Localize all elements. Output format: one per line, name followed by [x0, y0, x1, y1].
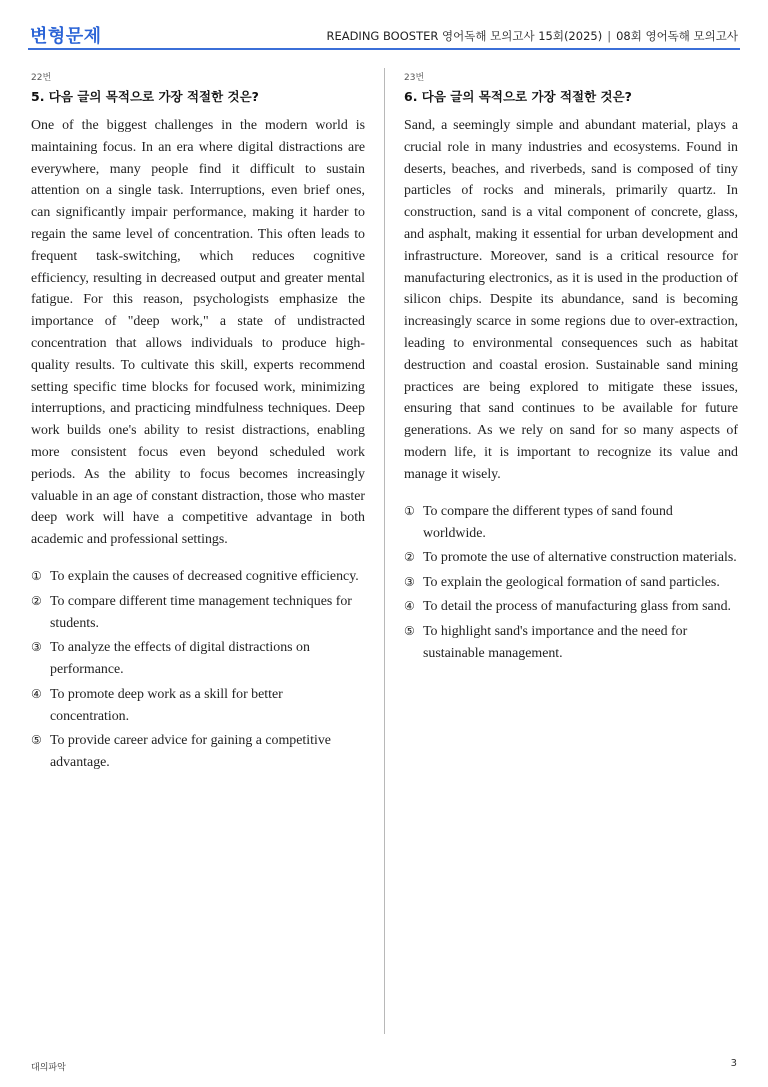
option-mark: ⑤ — [404, 623, 415, 638]
passage-text: One of the biggest challenges in the modern world is maintaining focus. In an era where digital distractions are everywhere, many people find it difficult to sustain attention on a single task. Interruptions, even brief ones, can significantly impair performance, making it harder to regain the same level of concentration. This often leads to frequent task-switching, which reduces cognitive efficiency, resulting in decreased output and greater mental fatigue. For this reason, psychologists emphasize the importance of "deep work," a state of undistracted concentration that allows individuals to produce high-quality results. To cultivate this skill, experts recommend setting specific time blocks for focused work, minimizing interruptions, and practicing mindfulness techniques. Deep work builds one's ability to resist distractions, enabling more consistent focus even beyond scheduled work periods. As the ability to focus becomes increasingly valuable in an age of constant distraction, those who master deep work will have a competitive advantage in both academic and professional settings. — [31, 118, 365, 548]
answer-option-2[interactable] — [404, 546, 738, 569]
passage-text: Sand, a seemingly simple and abundant material, plays a crucial role in many industries and ecosystems. Found in deserts, beaches, and riverbeds, sand is composed of tiny particles of rocks and minerals, primarily quartz. In construction, sand is a vital component of concrete, glass, and asphalt, making it essential for urban development and infrastructure. Moreover, sand is a critical resource for manufacturing electronics, as it is used in the production of silicon chips. Despite its abundance, sand is becoming increasingly scarce in some regions due to over-extraction, leading to environmental consequences such as habitat destruction and coastal erosion. Sustainable sand mining practices are being explored to mitigate these issues, ensuring that sand continues to be available for future generations. As we rely on sand for so many aspects of modern life, it is important to recognize its value and manage it wisely. — [404, 118, 738, 482]
option-text: To highlight sand's importance and the need for sustainable management. — [423, 623, 688, 661]
option-text: To promote the use of alternative construction materials. — [423, 550, 737, 566]
series-title: READING BOOSTER 영어독해 모의고사 15회(2025) — [326, 29, 603, 43]
answer-option-2[interactable] — [31, 590, 365, 635]
option-mark: ③ — [404, 574, 415, 589]
footer-category: 대의파악 — [31, 1063, 66, 1073]
answer-option-4[interactable] — [404, 595, 738, 618]
answer-option-5[interactable] — [404, 620, 738, 665]
option-mark: ① — [31, 568, 42, 583]
option-text: To provide career advice for gaining a competitive advantage. — [50, 733, 331, 771]
option-text: To analyze the effects of digital distractions on performance. — [50, 640, 310, 678]
option-mark: ③ — [31, 640, 42, 655]
question-23 — [404, 70, 738, 667]
option-mark: ④ — [404, 599, 415, 614]
answer-options — [404, 500, 738, 665]
option-text: To promote deep work as a skill for better concentration. — [50, 686, 283, 724]
option-mark: ④ — [31, 686, 42, 701]
page-header — [28, 18, 740, 50]
answer-options — [31, 565, 365, 774]
question-number: 22번 — [31, 73, 52, 83]
question-title: 6. 다음 글의 목적으로 가장 적절한 것은? — [404, 89, 632, 104]
answer-option-3[interactable] — [31, 636, 365, 681]
option-mark: ② — [404, 550, 415, 565]
answer-option-3[interactable] — [404, 571, 738, 594]
option-text: To detail the process of manufacturing glass from sand. — [423, 599, 732, 615]
answer-option-5[interactable] — [31, 729, 365, 774]
header-separator: | — [607, 29, 612, 43]
option-mark: ① — [404, 503, 415, 518]
exam-title: 08회 영어독해 모의고사 — [616, 29, 738, 43]
option-text: To compare different time management techniques for students. — [50, 593, 352, 631]
question-number: 23번 — [404, 73, 425, 83]
column-divider — [384, 68, 385, 1034]
page-number: 3 — [730, 1058, 737, 1069]
answer-option-1[interactable] — [404, 500, 738, 545]
option-mark: ⑤ — [31, 733, 42, 748]
option-text: To explain the geological formation of sand particles. — [423, 574, 720, 590]
answer-option-4[interactable] — [31, 683, 365, 728]
option-mark: ② — [31, 593, 42, 608]
option-text: To compare the different types of sand found worldwide. — [423, 503, 673, 541]
brand-title: 변형문제 — [30, 26, 102, 47]
question-title: 5. 다음 글의 목적으로 가장 적절한 것은? — [31, 89, 259, 104]
answer-option-1[interactable] — [31, 565, 365, 588]
header-info — [326, 28, 738, 44]
question-22 — [31, 70, 365, 776]
option-text: To explain the causes of decreased cognitive efficiency. — [50, 568, 359, 584]
